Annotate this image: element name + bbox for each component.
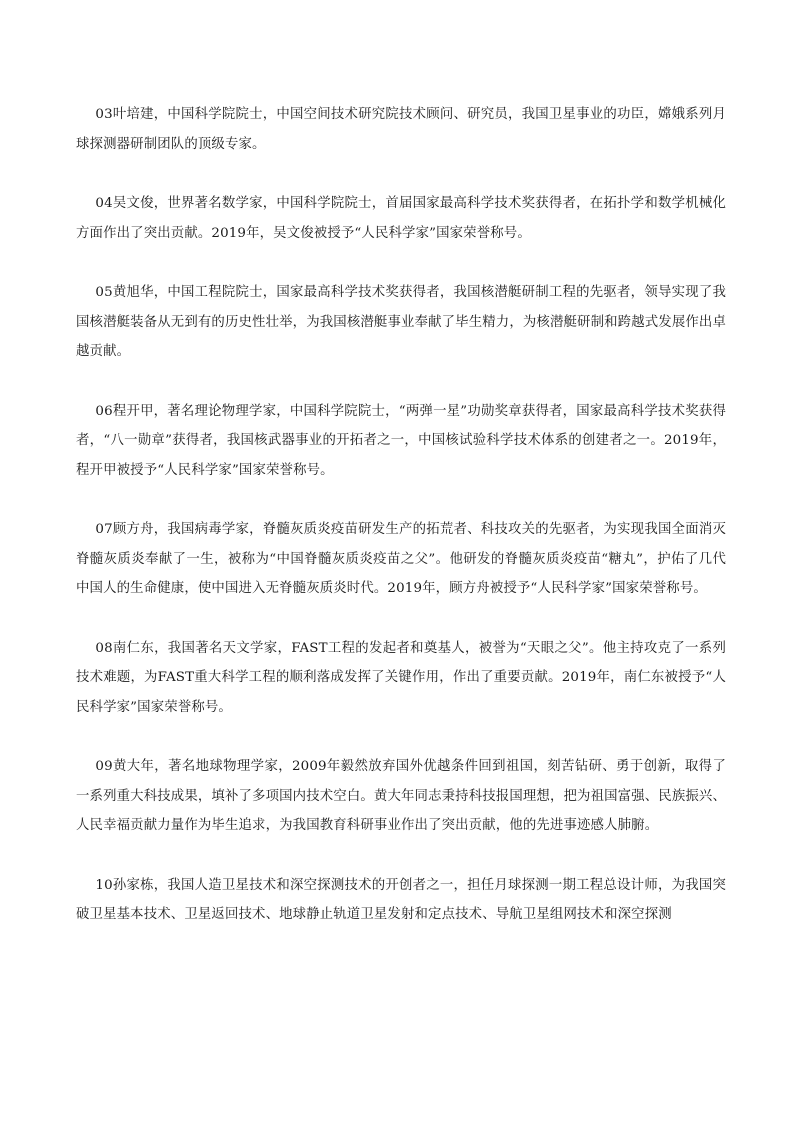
paragraph-sun-jiadong: 10孙家栋，我国人造卫星技术和深空探测技术的开创者之一，担任月球探测一期工程总设计师，为我国突破卫星基本技术、卫星返回技术、地球静止轨道卫星发射和定点技术、导航卫星组网技术和深空探测 xyxy=(76,877,726,922)
paragraph-ye-peijian: 03叶培建，中国科学院院士，中国空间技术研究院技术顾问、研究员，我国卫星事业的功臣，嫦娥系列月球探测器研制团队的顶级专家。 xyxy=(76,107,726,152)
paragraph-huang-xuhua: 05黄旭华，中国工程院院士，国家最高科学技术奖获得者，我国核潜艇研制工程的先驱者，领导实现了我国核潜艇装备从无到有的历史性壮举，为我国核潜艇事业奉献了毕生精力，为核潜艇研制和跨越式发展作出卓越贡献。 xyxy=(76,285,726,359)
paragraph-cheng-kaijia: 06程开甲，著名理论物理学家，中国科学院院士，“两弹一星”功勋奖章获得者，国家最高科学技术奖获得者，“八一勋章”获得者，我国核武器事业的开拓者之一，中国核试验科学技术体系的创建者之一。2019年，程开甲被授予“人民科学家”国家荣誉称号。 xyxy=(76,403,726,478)
paragraph-huang-danian: 09黄大年，著名地球物理学家，2009年毅然放弃国外优越条件回到祖国，刻苦钻研、勇于创新，取得了一系列重大科技成果，填补了多项国内技术空白。黄大年同志秉持科技报国理想，把为祖国富强、民族振兴、人民幸福贡献力量作为毕生追求，为我国教育科研事业作出了突出贡献，他的先进事迹感人肺腑。 xyxy=(76,759,726,833)
paragraph-wu-wenjun: 04吴文俊，世界著名数学家，中国科学院院士，首届国家最高科学技术奖获得者，在拓扑学和数学机械化方面作出了突出贡献。2019年，吴文俊被授予“人民科学家”国家荣誉称号。 xyxy=(76,196,726,241)
document-body xyxy=(76,100,726,930)
paragraph-gu-fangzhou: 07顾方舟，我国病毒学家，脊髓灰质炎疫苗研发生产的拓荒者、科技攻关的先驱者，为实现我国全面消灭脊髓灰质炎奉献了一生，被称为“中国脊髓灰质炎疫苗之父”。他研发的脊髓灰质炎疫苗“糖丸”，护佑了几代中国人的生命健康，使中国进入无脊髓灰质炎时代。2019年，顾方舟被授予“人民科学家”国家荣誉称号。 xyxy=(76,522,726,596)
paragraph-nan-rendong: 08南仁东，我国著名天文学家，FAST工程的发起者和奠基人，被誉为“天眼之父”。他主持攻克了一系列技术难题，为FAST重大科学工程的顺利落成发挥了关键作用，作出了重要贡献。2019年，南仁东被授予“人民科学家”国家荣誉称号。 xyxy=(76,640,726,715)
